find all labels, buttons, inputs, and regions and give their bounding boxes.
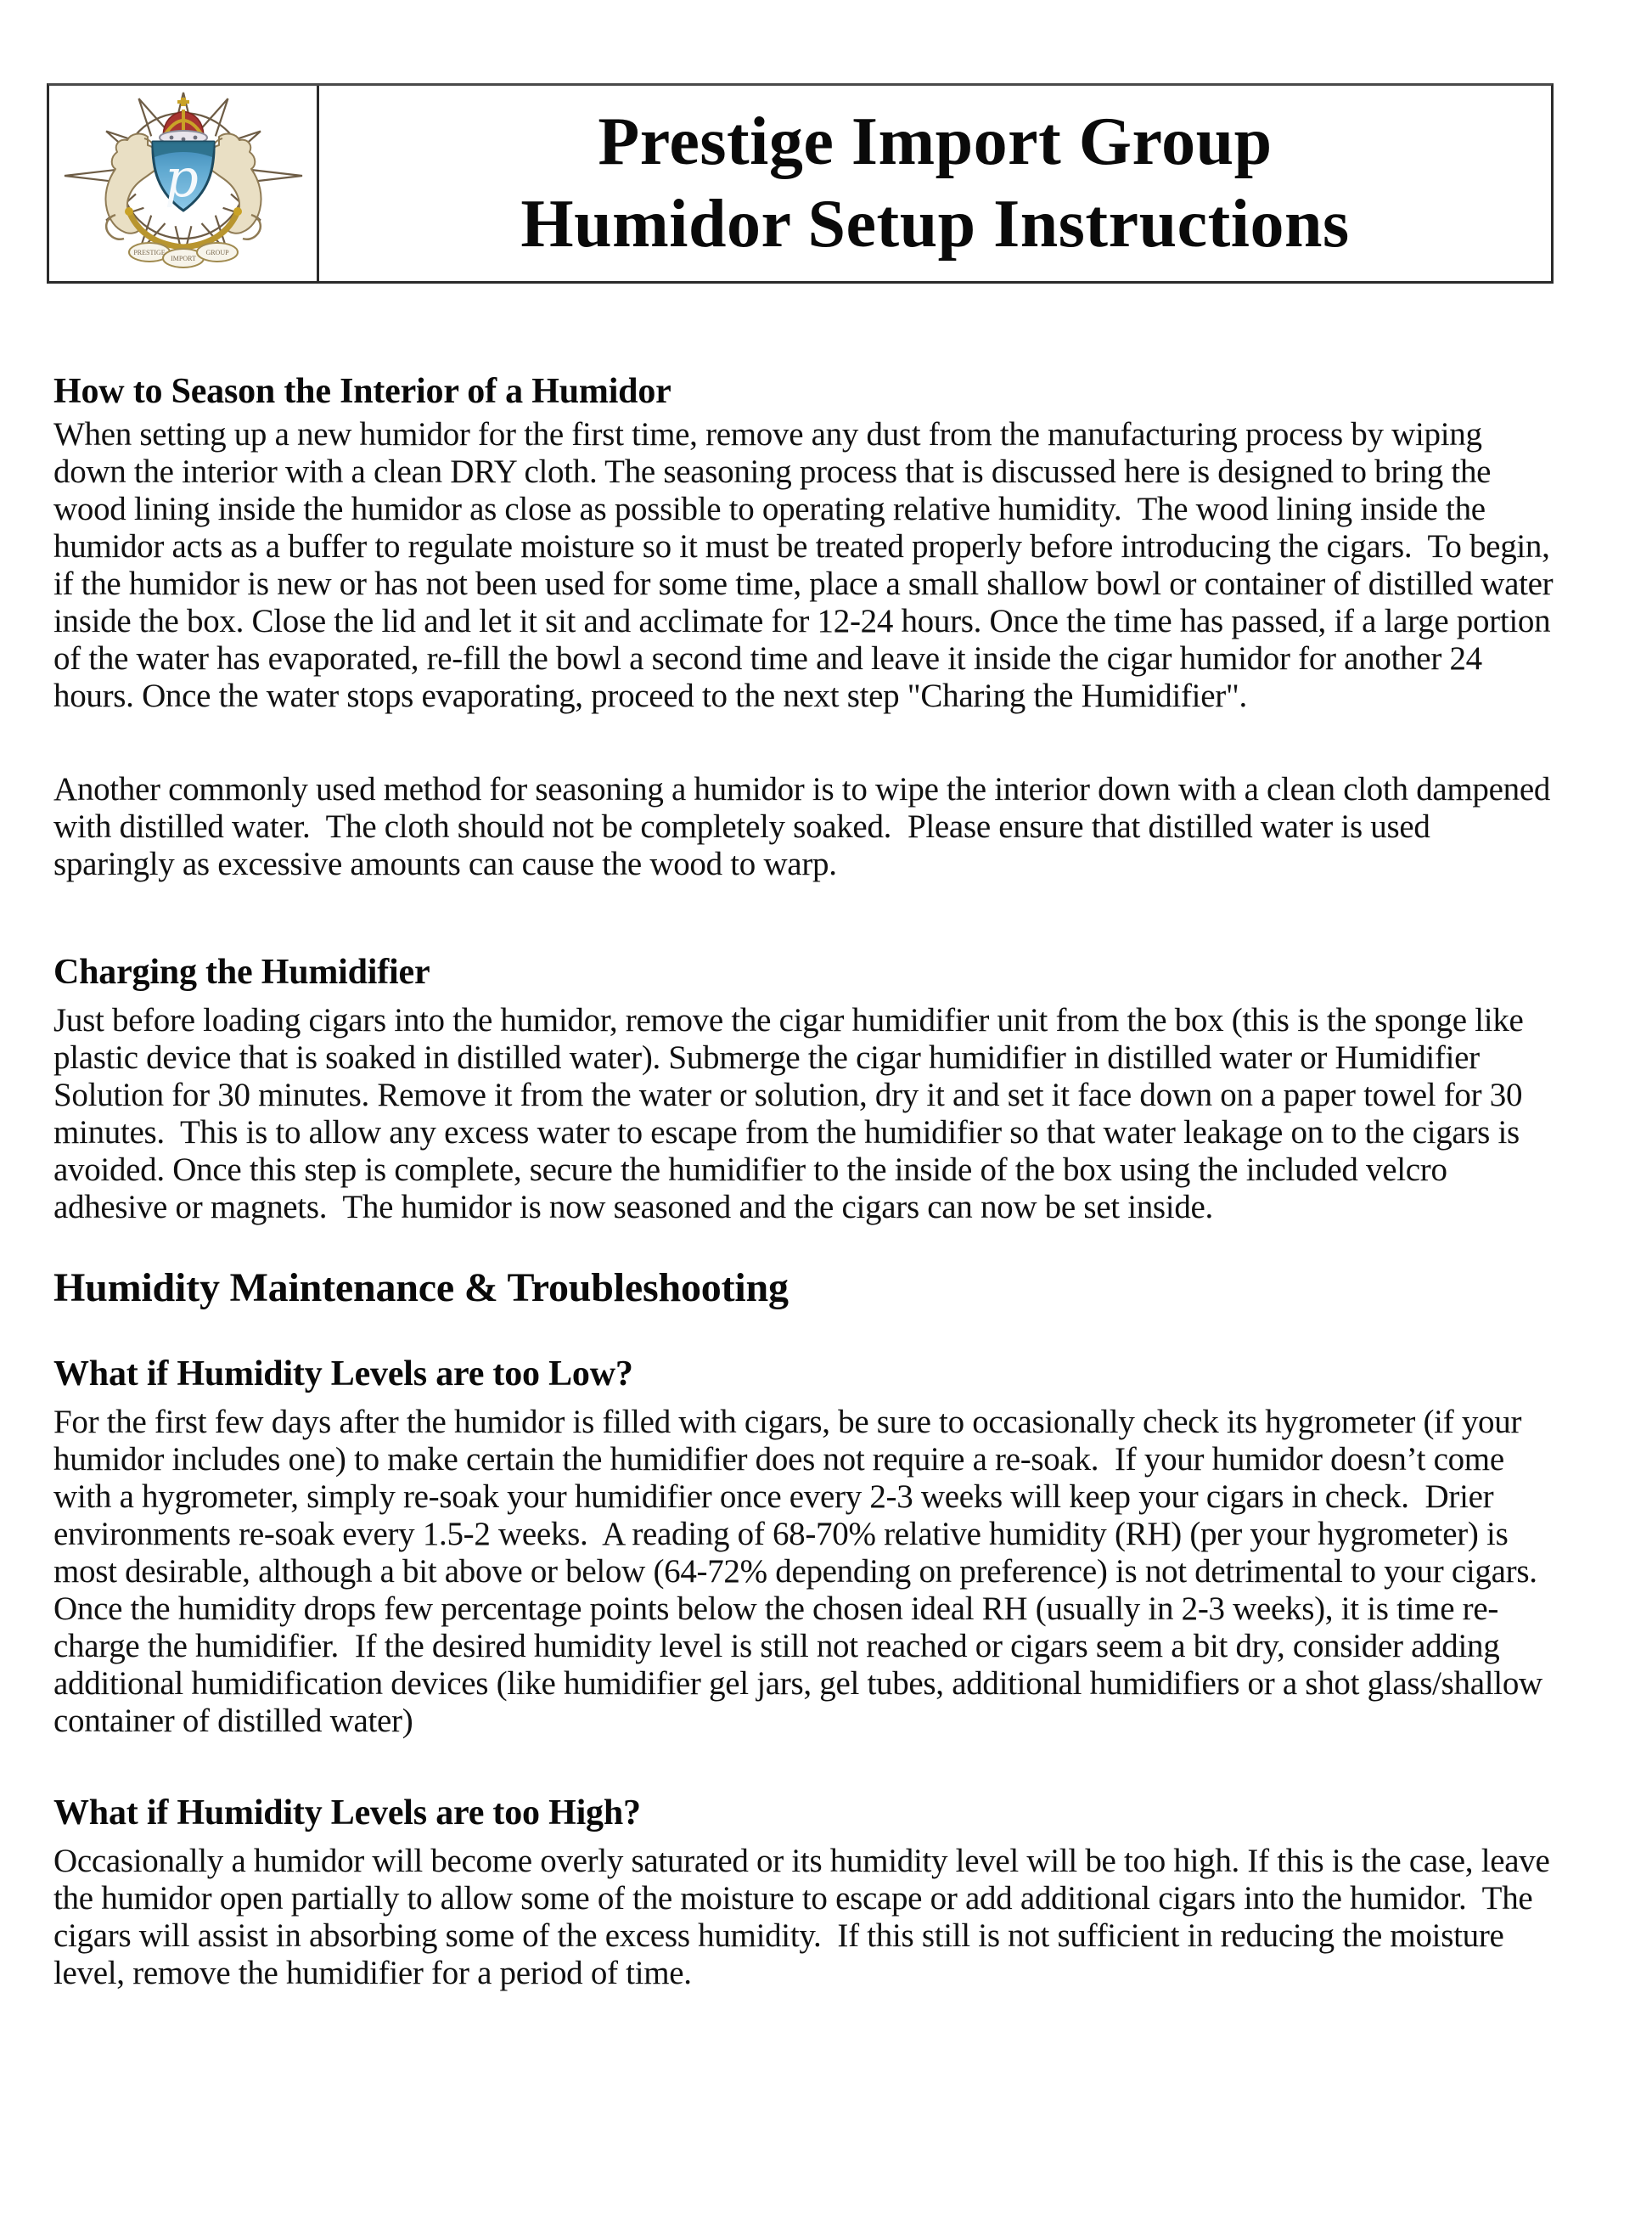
- crown: [160, 98, 207, 144]
- section-heading-maintenance: Humidity Maintenance & Troubleshooting: [53, 1265, 789, 1310]
- paragraph-seasoning-1: When setting up a new humidor for the first time, remove any dust from the manufacturing process by wiping down the interior with a clean DRY cloth. The seasoning process that is discussed here is designed to bring the wood lining inside the humidor as close as possible to operating relative humidity. The wood lining inside the humidor acts as a buffer to regulate moisture so it must be treated properly before introducing the cigars. To begin, if the humidor is new or has not been used for some time, place a small shallow bowl or container of distilled water inside the box. Close the lid and let it sit and acclimate for 12-24 hours. Once the time has passed, if a large portion of the water has evaporated, re-fill the bowl a second time and leave it inside the cigar humidor for another 24 hours. Once the water stops evaporating, proceed to the next step "Charing the Humidifier".: [53, 416, 1561, 714]
- document-title-line-1: Prestige Import Group: [598, 104, 1273, 179]
- logo-banner: [125, 207, 242, 267]
- paragraph-humidity-high-1: Occasionally a humidor will become overly saturated or its humidity level will be too high. If this is the case, leave the humidor open partially to allow some of the moisture to escape or add additional cigars into the humidor. The cigars will assist in absorbing some of the excess humidity. If this still is not sufficient in reducing the moisture level, remove the humidifier for a period of time.: [53, 1843, 1558, 1991]
- banner-word-import: IMPORT: [170, 255, 196, 262]
- shield: [152, 142, 213, 211]
- document-body: [53, 371, 1561, 1992]
- paragraph-charging-1: Just before loading cigars into the humidor, remove the cigar humidifier unit from the box (this is the sponge like plastic device that is soaked in distilled water). Submerge the cigar humidifier in distilled water or Humidifier Solution for 30 minutes. Remove it from the water or solution, dry it and set it face down on a paper towel for 30 minutes. This is to allow any excess water to escape from the humidifier so that water leakage on to the cigars is avoided. Once this step is complete, secure the humidifier to the inside of the box using the included velcro adhesive or magnets. The humidor is now seasoned and the cigars can now be set inside.: [53, 1002, 1531, 1225]
- banner-word-prestige: PRESTIGE: [132, 249, 166, 256]
- company-crest-logo: [59, 91, 307, 276]
- section-heading-humidity-low: What if Humidity Levels are too Low?: [53, 1354, 633, 1393]
- document-title-line-2: Humidor Setup Instructions: [520, 187, 1350, 262]
- section-heading-charging: Charging the Humidifier: [53, 953, 430, 992]
- section-heading-seasoning: How to Season the Interior of a Humidor: [53, 372, 671, 411]
- header-banner: [47, 83, 1554, 284]
- logo-monogram: p: [164, 147, 199, 209]
- logo-cell: [49, 86, 319, 281]
- title-cell: [319, 86, 1551, 281]
- banner-word-group: GROUP: [205, 249, 229, 256]
- paragraph-humidity-low-1: For the first few days after the humidor is filled with cigars, be sure to occasionally check its hygrometer (if your humidor includes one) to make certain the humidifier does not require a re-soak. If your humidor doesn’t come with a hygrometer, simply re-soak your humidifier once every 2-3 weeks will keep your cigars in check. Drier environments re-soak every 1.5-2 weeks. A reading of 68-70% relative humidity (RH) (per your hygrometer) is most desirable, although a bit above or below (64-72% depending on preference) is not detrimental to your cigars. Once the humidity drops few percentage points below the chosen ideal RH (usually in 2-3 weeks), it is time re-charge the humidifier. If the desired humidity level is still not reached or cigars seem a bit dry, consider adding additional humidification devices (like humidifier gel jars, gel tubes, additional humidifiers or a shot glass/shallow container of distilled water): [53, 1404, 1554, 1739]
- section-heading-humidity-high: What if Humidity Levels are too High?: [53, 1793, 641, 1832]
- paragraph-seasoning-2: Another commonly used method for seasoning a humidor is to wipe the interior down with a clean cloth dampened with distilled water. The cloth should not be completely soaked. Please ensure that distilled water is used sparingly as excessive amounts can cause the wood to warp.: [53, 771, 1559, 882]
